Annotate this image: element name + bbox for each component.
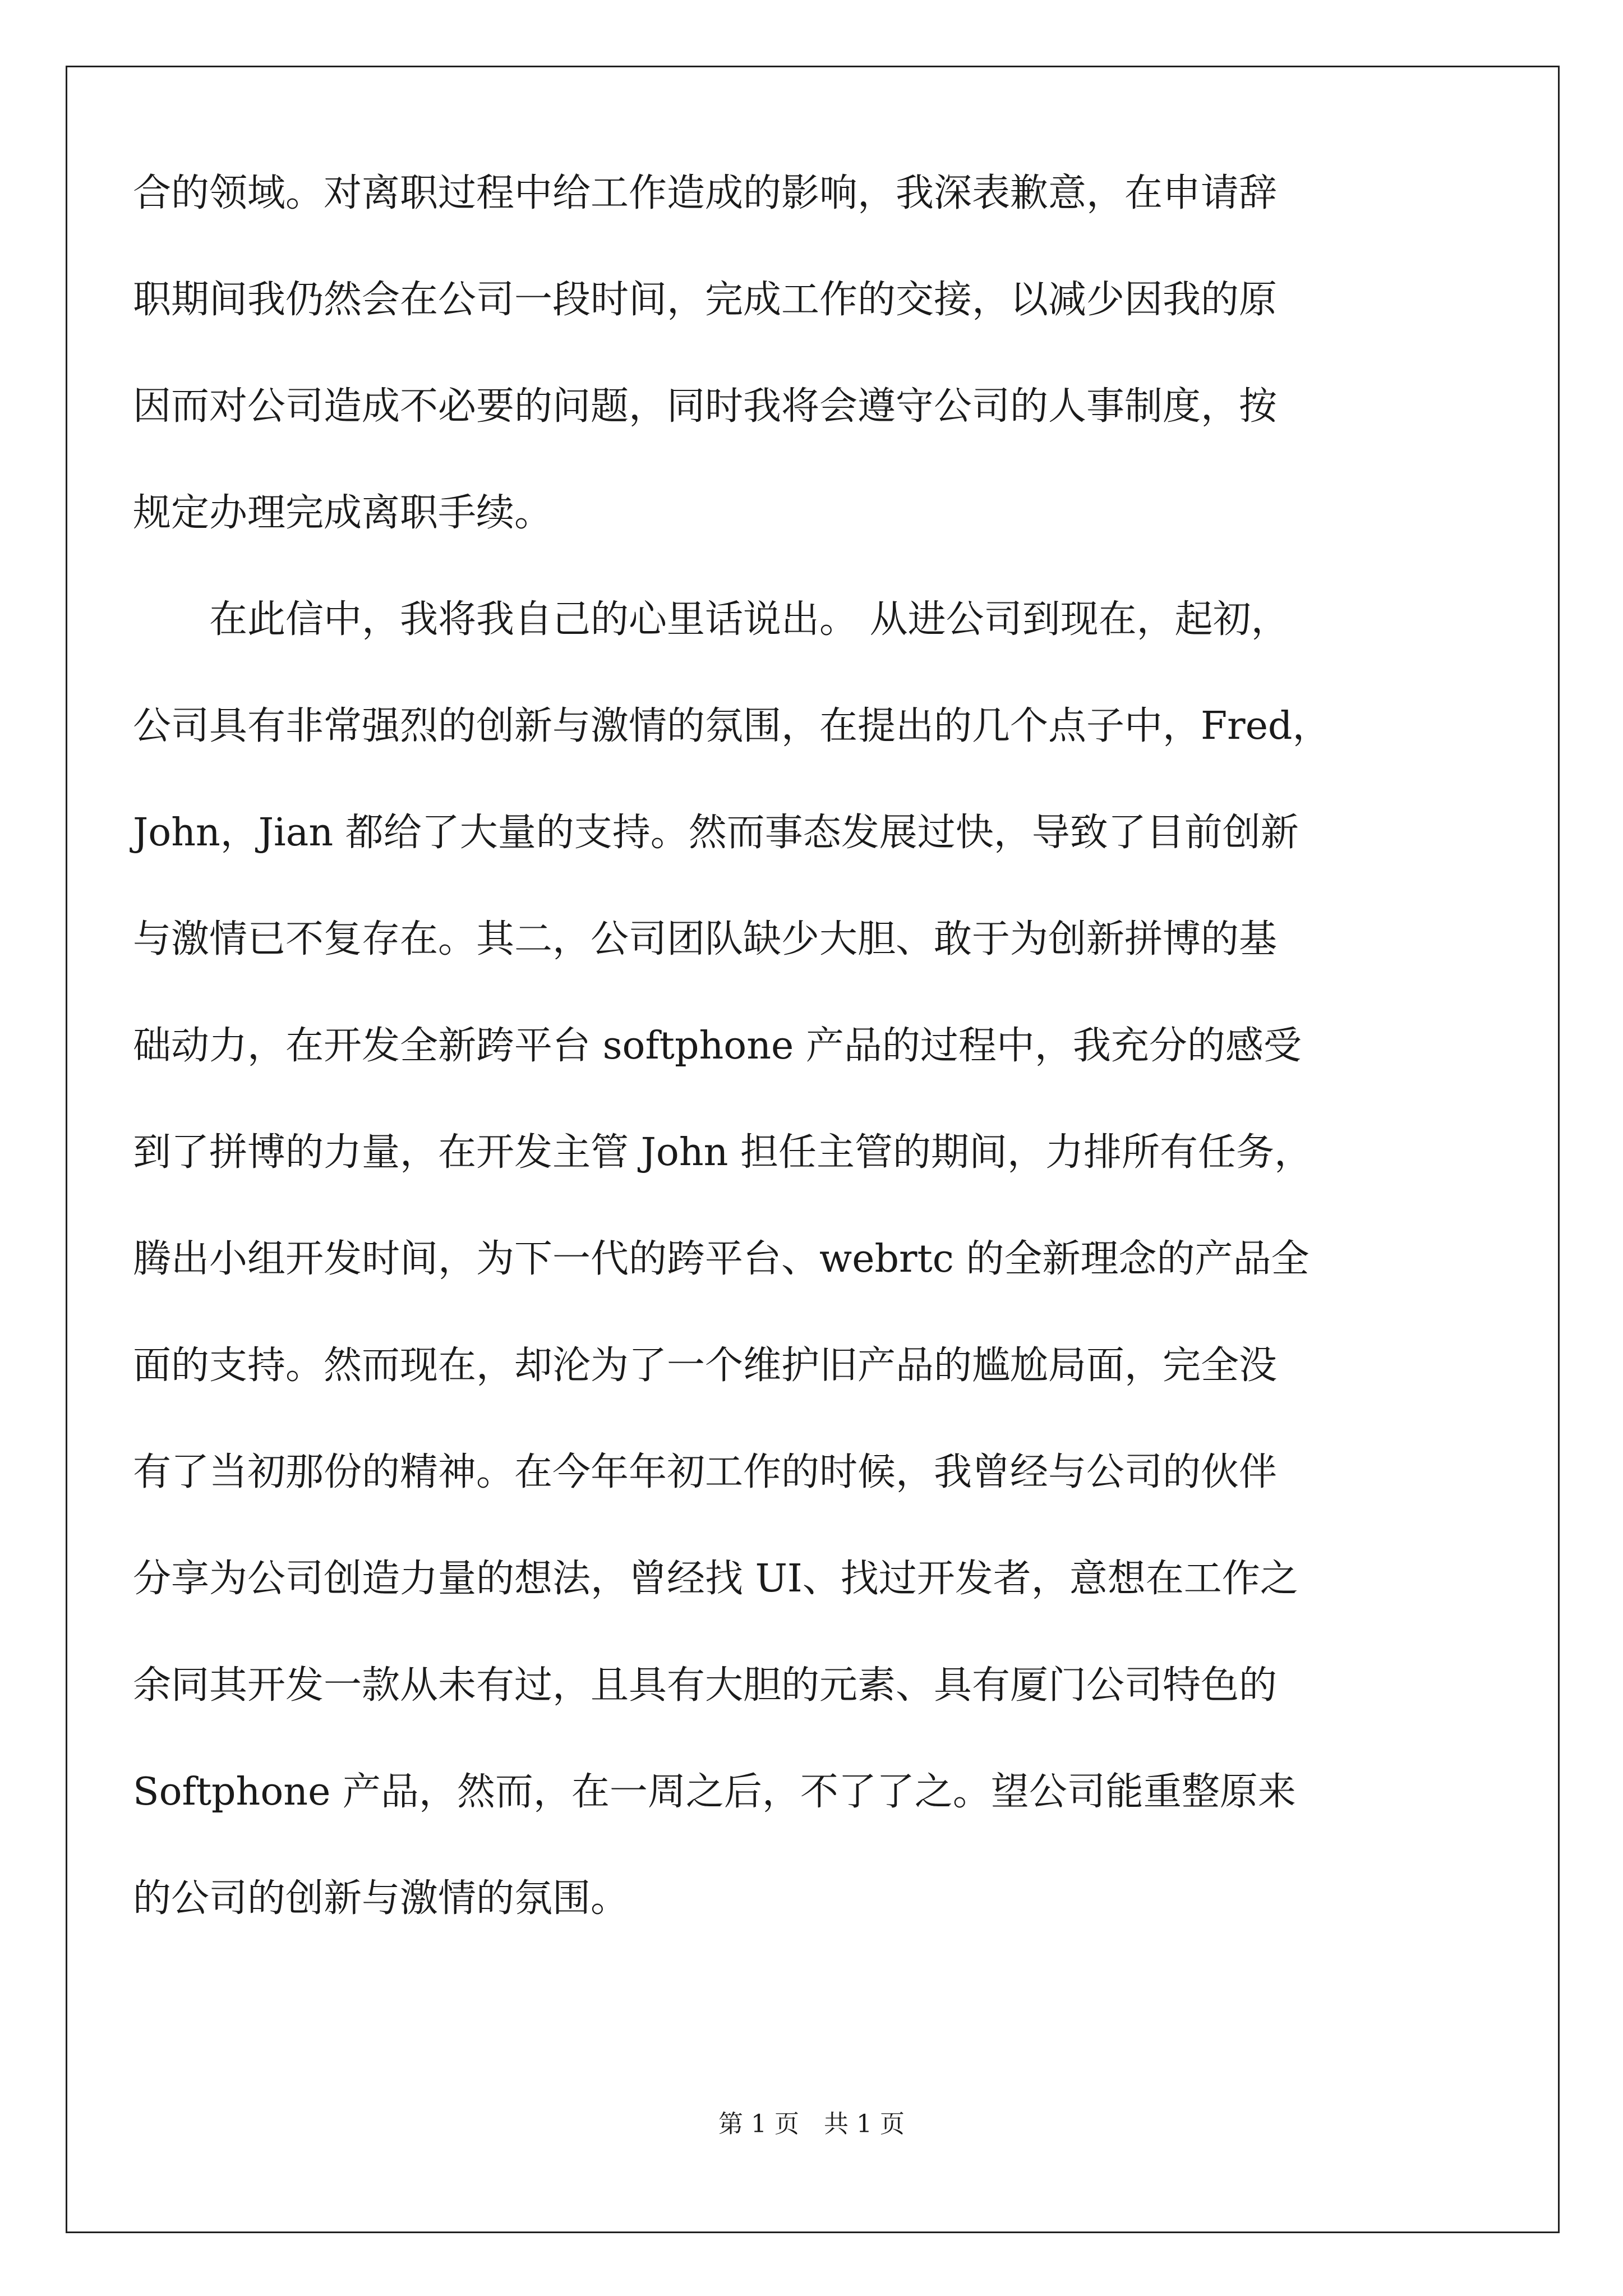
text-line: 与激情已不复存在。其二，公司团队缺少大胆、敢于为创新拼博的基 [133,917,1278,961]
text-line: John，Jian 都给了大量的支持。然而事态发展过快，导致了目前创新 [133,811,1299,855]
text-line: 有了当初那份的精神。在今年年初工作的时候，我曾经与公司的伙伴 [133,1450,1278,1494]
page-footer: 第 1 页 共 1 页 [718,2110,905,2138]
text-line: 分享为公司创造力量的想法，曾经找 UI、找过开发者，意想在工作之 [133,1557,1298,1601]
text-line: 公司具有非常强烈的创新与激情的氛围，在提出的几个点子中，Fred， [133,704,1331,748]
text-line: 职期间我仍然会在公司一段时间，完成工作的交接，以减少因我的原 [133,278,1278,322]
text-line: 在此信中，我将我自己的心里话说出。 从进公司到现在，起初， [133,597,1289,642]
text-line: 的公司的创新与激情的氛围。 [133,1876,629,1921]
text-line: 到了拼博的力量，在开发主管 John 担任主管的期间，力排所有任务， [133,1130,1313,1175]
document-body [133,140,1490,1952]
text-line: 因而对公司造成不必要的问题，同时我将会遵守公司的人事制度，按 [133,384,1278,429]
text-line: 合的领域。对离职过程中给工作造成的影响，我深表歉意，在申请辞 [133,171,1278,215]
text-line: 础动力，在开发全新跨平台 softphone 产品的过程中，我充分的感受 [133,1024,1302,1068]
text-line: 余同其开发一款从未有过，且具有大胆的元素、具有厦门公司特色的 [133,1663,1278,1708]
text-line: Softphone 产品，然而，在一周之后，不了了之。望公司能重整原来 [133,1770,1296,1814]
text-line: 面的支持。然而现在，却沦为了一个维护旧产品的尴尬局面，完全没 [133,1343,1278,1388]
text-line: 腾出小组开发时间，为下一代的跨平台、webrtc 的全新理念的产品全 [133,1237,1310,1281]
text-line: 规定办理完成离职手续。 [133,491,553,535]
